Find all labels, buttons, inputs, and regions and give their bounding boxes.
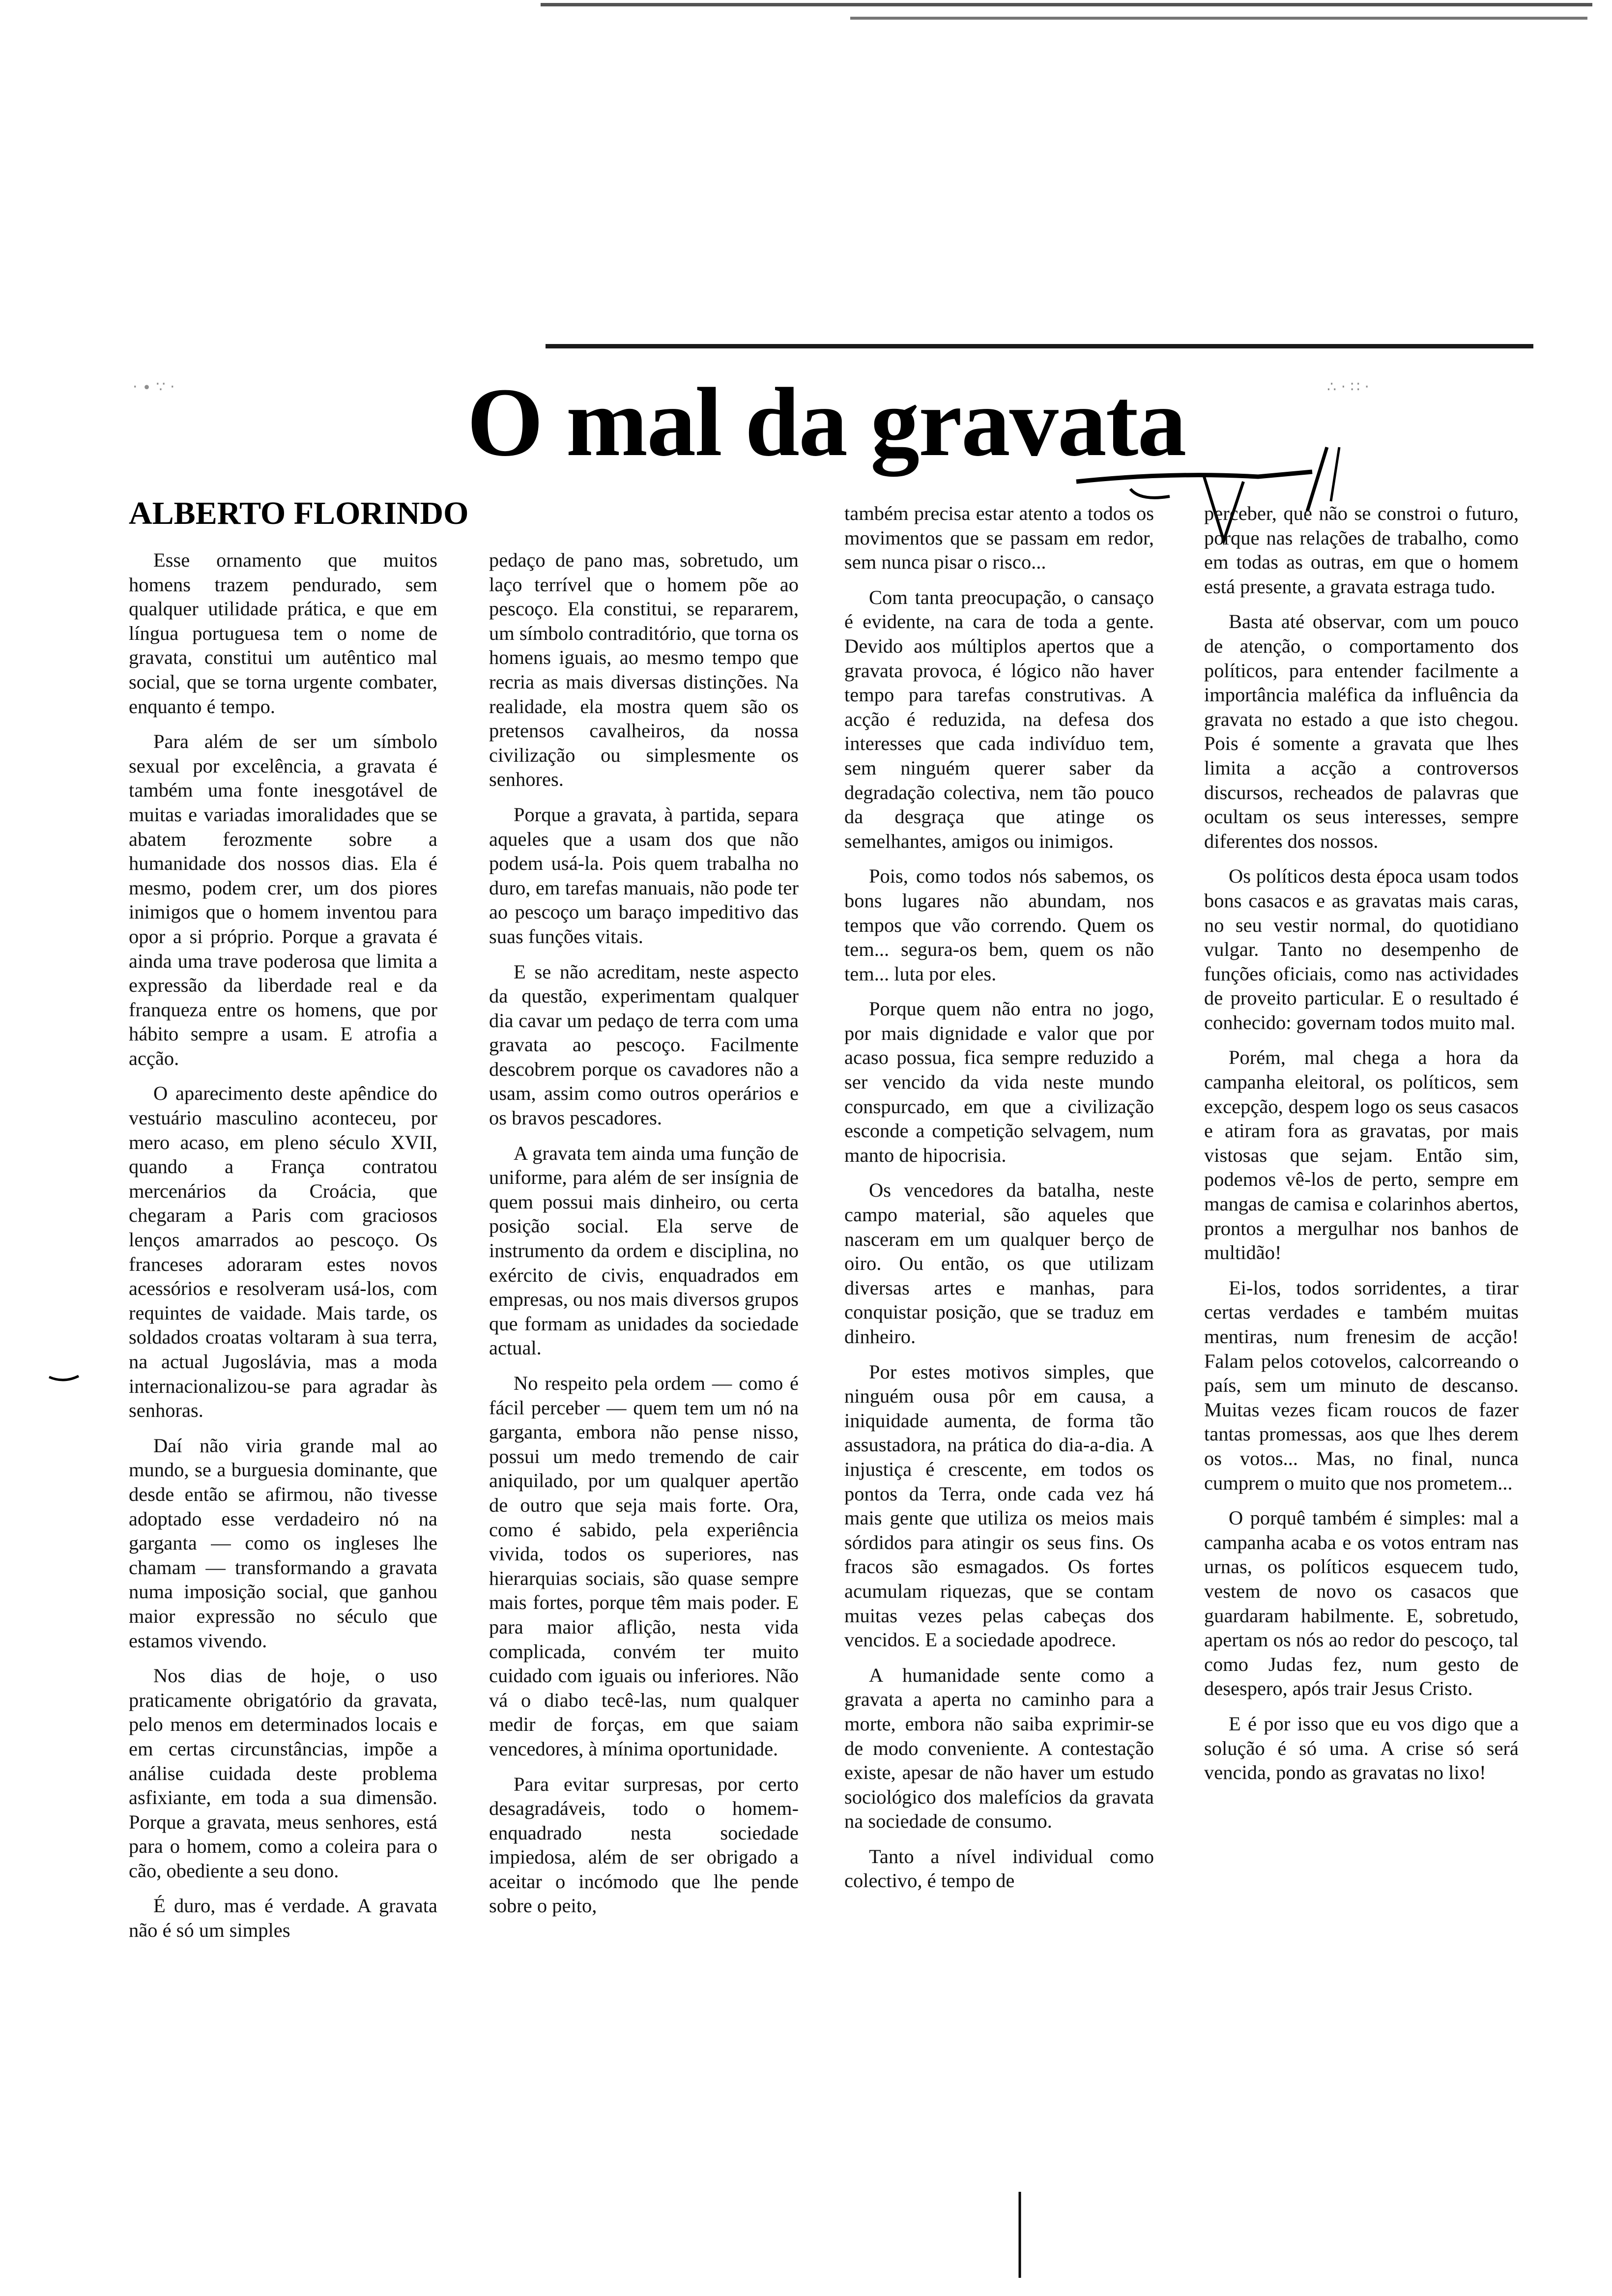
top-rule-secondary (850, 17, 1587, 20)
paragraph: O porquê também é simples: mal a campanha acaba e os votos entram nas urnas, os políticos esquecem tudo, vestem de novo os casacos que guardaram habilmente. E, sobretudo, apertam os nós ao redor do pescoço, tal como Judas fez, num gesto de desespero, após trair Jesus Cristo. (1204, 1507, 1519, 1700)
paragraph: No respeito pela ordem — como é fácil perceber — quem tem um nó na garganta, embora não pense nisso, possui um medo tremendo de cair aniquilado, por um qualquer apertão de outro que seja mais forte. Ora, como é sabido, pela experiência vivida, todos os superiores, nas hierarquias sociais, são quase sempre mais fortes, porque têm mais poder. E para maior aflição, nesta vida complicada, convém ter muito cuidado com iguais ou inferiores. Não vá o diabo tecê-las, num qualquer medir de forças, em que saiam vencedores, à mínima oportunidade. (489, 1372, 799, 1760)
article-column-2 (489, 548, 799, 2268)
paragraph: Para além de ser um símbolo sexual por excelência, a gravata é também uma fonte inesgotável de muitas e variadas imoralidades que se abatem ferozmente sobre a humanidade dos nossos dias. Ela é mesmo, podem crer, um dos piores inimigos que o homem inventou para opor a si próprio. Porque a gravata é ainda uma trave poderosa que limita a expressão da liberdade real e da franqueza entre os homens, que por hábito sempre a usam. E atrofia a acção. (129, 730, 437, 1069)
paragraph: Com tanta preocupação, o cansaço é evidente, na cara de toda a gente. Devido aos múltiplos apertos que a gravata provoca, é lógico não haver tempo para tarefas construtivas. A acção é reduzida, na defesa dos interesses que cada indivíduo tem, sem ninguém querer saber da degradação colectiva, nem tão pouco da desgraça que atinge os semelhantes, amigos ou inimigos. (844, 586, 1154, 852)
scan-speckle-left: · ∙ ∵ · (133, 378, 175, 396)
paragraph: Porque quem não entra no jogo, por mais dignidade e valor que por acaso possua, fica sempre reduzido a ser vencido da vida neste mundo conspurcado, em que a civilização esconde a competição selvagem, num manto de hipocrisia. (844, 998, 1154, 1166)
paragraph: A gravata tem ainda uma função de uniforme, para além de ser insígnia de quem possui mais dinheiro, ou certa posição social. Ela serve de instrumento da ordem e disciplina, no exército de civis, enquadrados em empresas, ou nos mais diversos grupos que formam as unidades da sociedade actual. (489, 1142, 799, 1359)
paragraph: Porém, mal chega a hora da campanha eleitoral, os políticos, sem excepção, despem logo os seus casacos e atiram fora as gravatas, por mais vistosas que sejam. Então sim, podemos vê-los de perto, sempre em mangas de camisa e colarinhos abertos, prontos a mergulhar nos banhos de multidão! (1204, 1046, 1519, 1264)
scan-speckle-right: ∴ · ∷ · (1327, 378, 1369, 396)
top-rule (541, 3, 1592, 6)
article-column-1 (129, 548, 437, 2268)
paragraph: Ei-los, todos sorridentes, a tirar certas verdades e também muitas mentiras, num frenesim de acção! Falam pelos cotovelos, calcorreando o país, sem um minuto de descanso. Muitas vezes ficam roucos de fazer tantas promessas, aos que lhes derem os votos... Mas, no final, nunca cumprem o muito que nos prometem... (1204, 1276, 1519, 1494)
paragraph: E é por isso que eu vos digo que a solução é só uma. A crise só será vencida, pondo as gravatas no lixo! (1204, 1712, 1519, 1784)
paragraph: É duro, mas é verdade. A gravata não é só um simples (129, 1894, 437, 1942)
paragraph: Porque a gravata, à partida, separa aqueles que a usam dos que não podem usá-la. Pois quem trabalha no duro, em tarefas manuais, não pode ter ao pescoço um baraço impeditivo das suas funções vitais. (489, 803, 799, 947)
paragraph: E se não acreditam, neste aspecto da questão, experimentam qualquer dia cavar um pedaço de terra com uma gravata ao pescoço. Facilmente descobrem porque os cavadores não a usam, assim como outros operários e os bravos pescadores. (489, 960, 799, 1129)
author-byline: ALBERTO FLORINDO (129, 495, 469, 531)
article-title: O mal da gravata (467, 368, 1186, 477)
paragraph: Basta até observar, com um pouco de atenção, o comportamento dos políticos, para entender facilmente a importância maléfica da influência da gravata no estado a que isto chegou. Pois é somente a gravata que lhes limita a acção a controversos discursos, recheados de palavras que ocultam os seus interesses, sempre diferentes dos nossos. (1204, 610, 1519, 852)
paragraph: Daí não viria grande mal ao mundo, se a burguesia dominante, que desde então se afirmou, não tivesse adoptado esse verdadeiro nó na garganta — como os ingleses lhe chamam — transformando a gravata numa imposição social, que ganhou maior expressão no século que estamos vivendo. (129, 1434, 437, 1652)
paragraph: Os políticos desta época usam todos bons casacos e as gravatas mais caras, no seu vestir normal, do quotidiano vulgar. Tanto no desempenho de funções oficiais, como nas actividades de proveito particular. E o resultado é conhecido: governam todos muito mal. (1204, 865, 1519, 1033)
paragraph: Pois, como todos nós sabemos, os bons lugares não abundam, nos tempos que vão correndo. Quem os tem... segura-os bem, quem os não tem... luta por eles. (844, 865, 1154, 985)
article-column-4 (1204, 501, 1519, 2221)
paragraph: Esse ornamento que muitos homens trazem pendurado, sem qualquer utilidade prática, e que em língua portuguesa tem o nome de gravata, constitui um autêntico mal social, que se torna urgente combater, enquanto é tempo. (129, 549, 437, 718)
paragraph: A humanidade sente como a gravata a aperta no caminho para a morte, embora não saiba exprimir-se de modo conveniente. A contestação existe, apesar de não haver um estudo sociológico dos malefícios da gravata na sociedade de consumo. (844, 1664, 1154, 1833)
paragraph: Tanto a nível individual como colectivo, é tempo de (844, 1845, 1154, 1892)
paragraph: Por estes motivos simples, que ninguém ousa pôr em causa, a iniquidade aumenta, de forma tão assustadora, na prática do dia-a-dia. A injustiça é crescente, em todos os pontos da Terra, onde cada vez há mais gente que utiliza os meios mais sórdidos para atingir os seus fins. Os fracos são esmagados. Os fortes acumulam riquezas, que se contam muitas vezes pelas cabeças dos vencidos. E a sociedade apodrece. (844, 1360, 1154, 1651)
paragraph: pedaço de pano mas, sobretudo, um laço terrível que o homem põe ao pescoço. Ela constitui, se repararem, um símbolo contraditório, que torna os homens iguais, ao mesmo tempo que recria as mais diversas distinções. Na realidade, ela mostra quem são os pretensos cavalheiros, da nossa civilização ou simplesmente os senhores. (489, 549, 799, 791)
article-column-3 (844, 501, 1154, 2221)
paragraph: também precisa estar atento a todos os movimentos que se passam em redor, sem nunca pisar o risco... (844, 502, 1154, 574)
paragraph: Os vencedores da batalha, neste campo material, são aqueles que nasceram em um qualquer berço de oiro. Ou então, os que utilizam diversas artes e manhas, para conquistar posição, que se traduz em dinheiro. (844, 1179, 1154, 1348)
pen-mark-dash (47, 1371, 81, 1386)
paragraph: Para evitar surpresas, por certo desagradáveis, todo o homem-enquadrado nesta sociedade impiedosa, além de ser obrigado a aceitar o incómodo que lhe pende sobre o peito, (489, 1773, 799, 1917)
paragraph: perceber, que não se constroi o futuro, porque nas relações de trabalho, como em todas as outras, em que o homem está presente, a gravata estraga tudo. (1204, 502, 1519, 598)
paragraph: O aparecimento deste apêndice do vestuário masculino aconteceu, por mero acaso, em pleno século XVII, quando a França contratou mercenários da Croácia, que chegaram a Paris com graciosos lenços amarrados ao pescoço. Os franceses adoraram estes novos acessórios e resolveram usá-los, com requintes de vaidade. Mais tarde, os soldados croatas voltaram à sua terra, na actual Jugoslávia, mas a moda internacionalizou-se para agradar às senhoras. (129, 1082, 437, 1422)
headline-rule (546, 344, 1533, 348)
paragraph: Nos dias de hoje, o uso praticamente obrigatório da gravata, pelo menos em determinados locais e em certas circunstâncias, impõe a análise cuidada deste problema asfixiante, em toda a sua dimensão. Porque a gravata, meus senhores, está para o homem, como a coleira para o cão, obediente a seu dono. (129, 1665, 437, 1882)
